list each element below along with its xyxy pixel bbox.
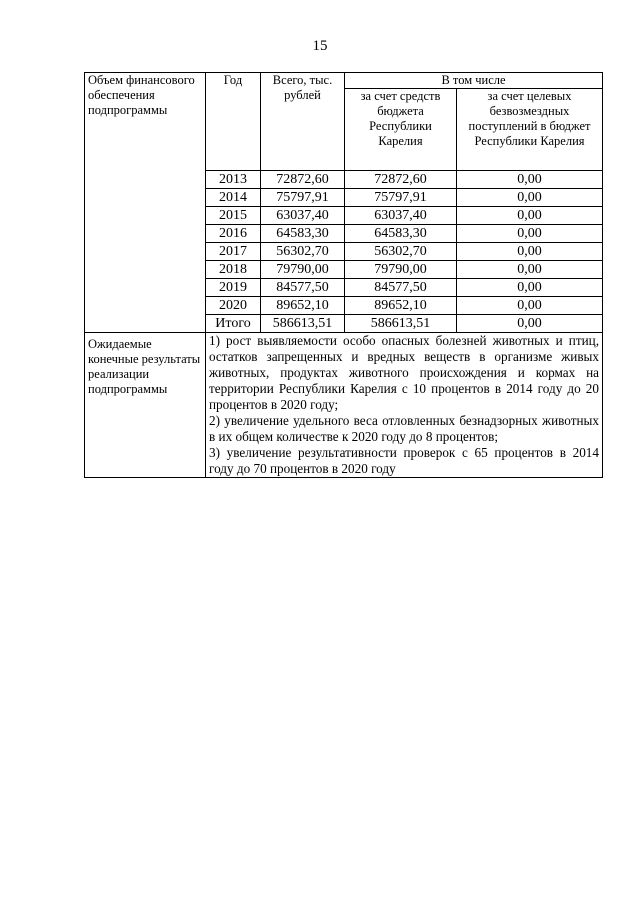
total-cell: 72872,60 <box>261 171 345 189</box>
targeted-cell: 0,00 <box>457 189 603 207</box>
subprogram-passport-table <box>84 72 603 478</box>
targeted-cell: 0,00 <box>457 261 603 279</box>
budget-cell: 84577,50 <box>345 279 457 297</box>
funding-section <box>85 73 603 333</box>
targeted-cell: 0,00 <box>457 207 603 225</box>
year-cell: Итого <box>206 315 261 333</box>
year-cell: 2017 <box>206 243 261 261</box>
budget-cell: 586613,51 <box>345 315 457 333</box>
year-cell: 2013 <box>206 171 261 189</box>
budget-cell: 64583,30 <box>345 225 457 243</box>
year-cell: 2020 <box>206 297 261 315</box>
year-cell: 2014 <box>206 189 261 207</box>
budget-header: за счет средств бюджета Республики Карелия <box>345 89 457 171</box>
total-cell: 56302,70 <box>261 243 345 261</box>
results-text <box>206 333 603 478</box>
header-row-1 <box>85 73 603 89</box>
result-item-1: 1) рост выявляемости особо опасных болезней животных и птиц, остатков запрещенных и вредных веществ в организме живых животных, продуктах животного происхождения и кормах на территории Республики Карелия с 10 процентов в 2014 году до 20 процентов в 2020 году; <box>209 333 599 412</box>
total-cell: 89652,10 <box>261 297 345 315</box>
total-cell: 79790,00 <box>261 261 345 279</box>
results-row <box>85 333 603 478</box>
targeted-cell: 0,00 <box>457 171 603 189</box>
targeted-cell: 0,00 <box>457 225 603 243</box>
year-cell: 2015 <box>206 207 261 225</box>
targeted-cell: 0,00 <box>457 297 603 315</box>
budget-cell: 75797,91 <box>345 189 457 207</box>
total-cell: 75797,91 <box>261 189 345 207</box>
funding-label: Объем финансового обеспечения подпрограммы <box>85 73 206 333</box>
total-cell: 586613,51 <box>261 315 345 333</box>
targeted-cell: 0,00 <box>457 315 603 333</box>
page-number: 15 <box>312 38 328 54</box>
result-item-3: 3) увеличение результативности проверок с 65 процентов в 2014 году до 70 процентов в 2020 году <box>209 445 599 476</box>
total-header: Всего, тыс. рублей <box>261 73 345 171</box>
year-header: Год <box>206 73 261 171</box>
targeted-cell: 0,00 <box>457 279 603 297</box>
results-section <box>85 333 603 478</box>
total-cell: 64583,30 <box>261 225 345 243</box>
budget-cell: 79790,00 <box>345 261 457 279</box>
year-cell: 2016 <box>206 225 261 243</box>
year-cell: 2019 <box>206 279 261 297</box>
year-cell: 2018 <box>206 261 261 279</box>
total-cell: 63037,40 <box>261 207 345 225</box>
budget-cell: 56302,70 <box>345 243 457 261</box>
targeted-header: за счет целевых безвозмездных поступлений в бюджет Республики Карелия <box>457 89 603 171</box>
budget-cell: 89652,10 <box>345 297 457 315</box>
budget-cell: 72872,60 <box>345 171 457 189</box>
result-item-2: 2) увеличение удельного веса отловленных безнадзорных животных в их общем количестве к 2020 году до 8 процентов; <box>209 413 599 444</box>
total-cell: 84577,50 <box>261 279 345 297</box>
results-label: Ожидаемые конечные результаты реализации подпрограммы <box>85 333 206 478</box>
including-header: В том числе <box>345 73 603 89</box>
targeted-cell: 0,00 <box>457 243 603 261</box>
budget-cell: 63037,40 <box>345 207 457 225</box>
